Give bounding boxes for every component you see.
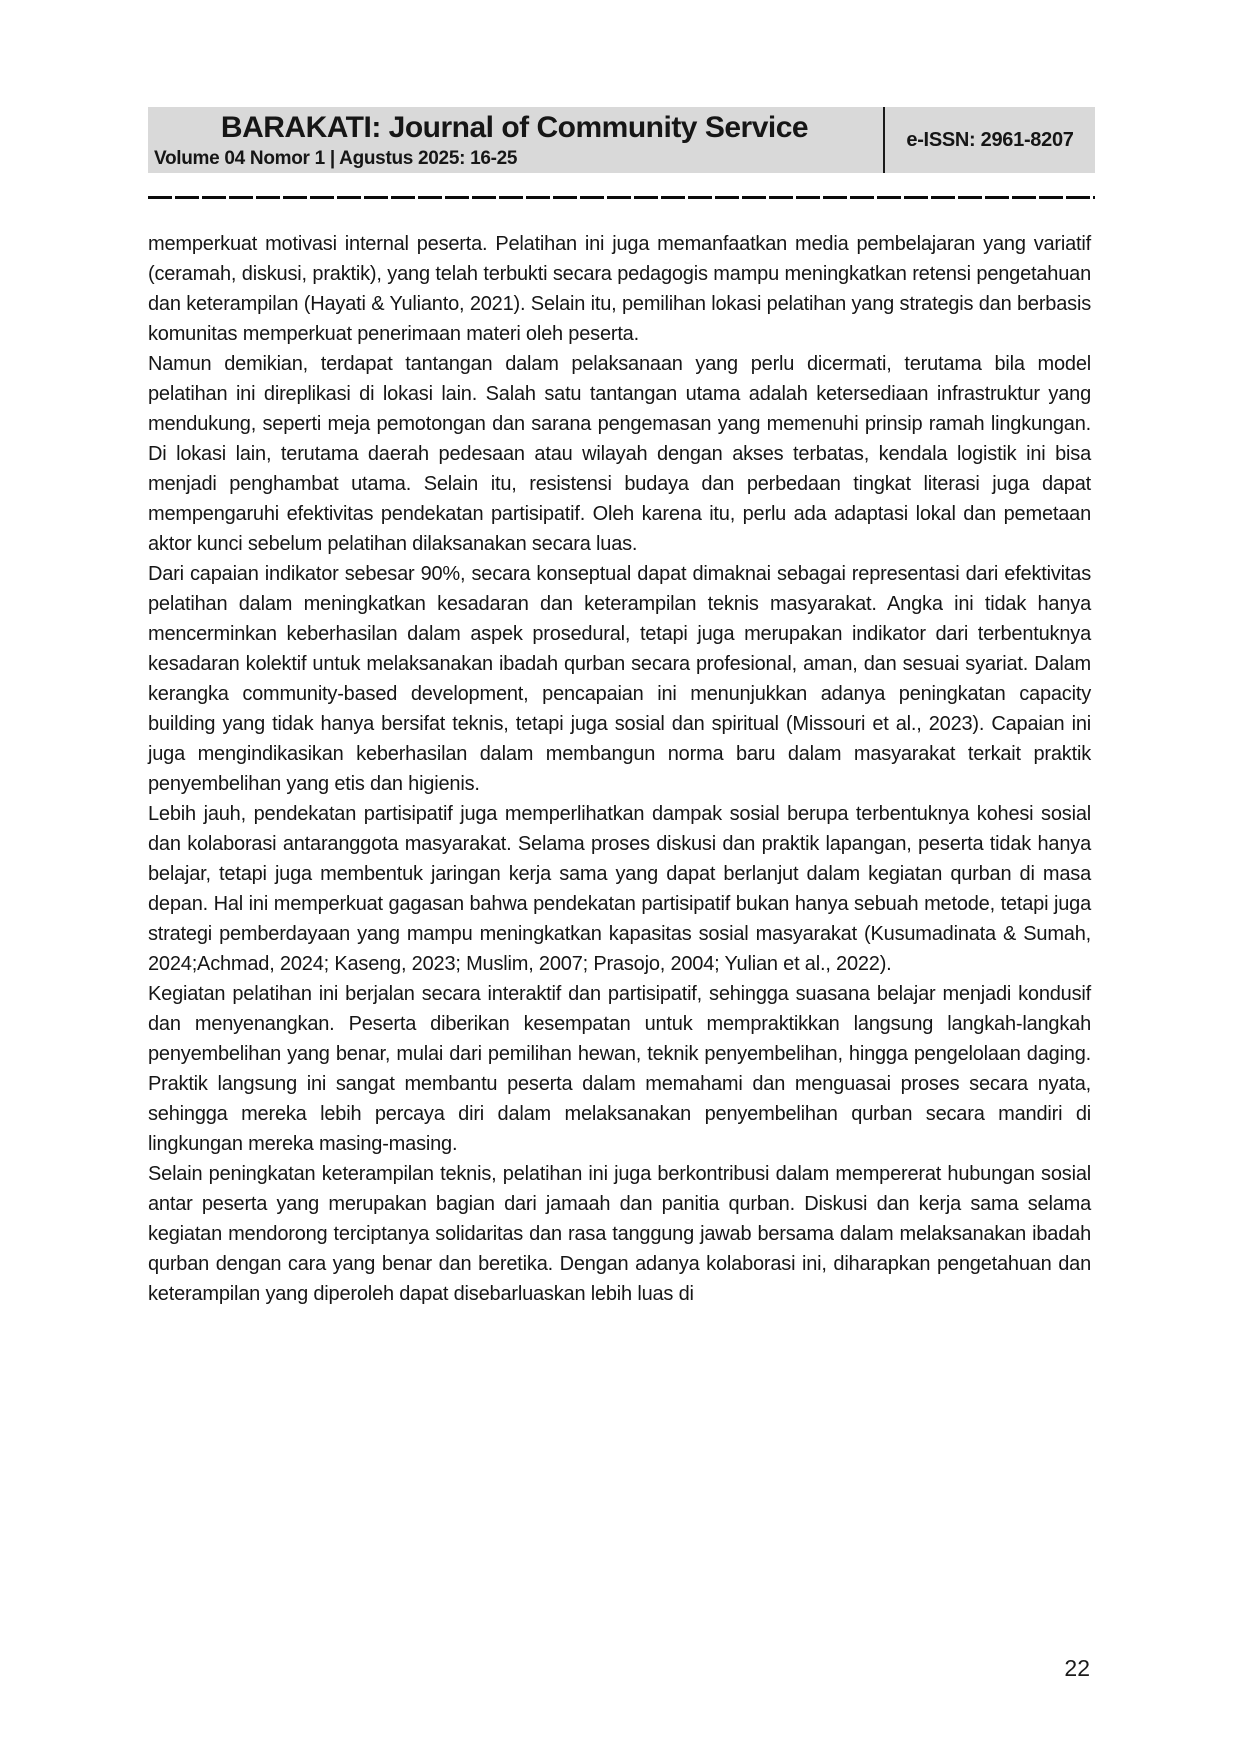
eissn-block: [883, 107, 1095, 173]
paragraph-2: Namun demikian, terdapat tantangan dalam pelaksanaan yang perlu dicermati, terutama bila model pelatihan ini direplikasi di lokasi lain. Salah satu tantangan utama adalah ketersediaan infrastruktur yang mendukung, seperti meja pemotongan dan sarana pengemasan yang memenuhi prinsip ramah lingkungan. Di lokasi lain, terutama daerah pedesaan atau wilayah dengan akses terbatas, kendala logistik ini bisa menjadi penghambat utama. Selain itu, resistensi budaya dan perbedaan tingkat literasi juga dapat mempengaruhi efektivitas pendekatan partisipatif. Oleh karena itu, perlu ada adaptasi lokal dan pemetaan aktor kunci sebelum pelatihan dilaksanakan secara luas.: [148, 353, 1091, 555]
paragraph-1: memperkuat motivasi internal peserta. Pelatihan ini juga memanfaatkan media pembelajaran yang variatif (ceramah, diskusi, praktik), yang telah terbukti secara pedagogis mampu meningkatkan retensi pengetahuan dan keterampilan (Hayati & Yulianto, 2021). Selain itu, pemilihan lokasi pelatihan yang strategis dan berbasis komunitas memperkuat penerimaan materi oleh peserta.: [148, 233, 1091, 345]
eissn-label: e-ISSN: 2961-8207: [906, 128, 1074, 151]
journal-header: [148, 107, 1095, 173]
header-rule: [148, 196, 1095, 199]
article-body: [148, 229, 1091, 1309]
paragraph-5: Kegiatan pelatihan ini berjalan secara interaktif dan partisipatif, sehingga suasana belajar menjadi kondusif dan menyenangkan. Peserta diberikan kesempatan untuk mempraktikkan langsung langkah-langkah penyembelihan yang benar, mulai dari pemilihan hewan, teknik penyembelihan, hingga pengelolaan daging. Praktik langsung ini sangat membantu peserta dalam memahami dan menguasai proses secara nyata, sehingga mereka lebih percaya diri dalam melaksanakan penyembelihan qurban secara mandiri di lingkungan mereka masing-masing.: [148, 983, 1091, 1155]
volume-info: Volume 04 Nomor 1 | Agustus 2025: 16-25: [154, 148, 518, 170]
page-number: 22: [1064, 1655, 1090, 1681]
paragraph-6: Selain peningkatan keterampilan teknis, pelatihan ini juga berkontribusi dalam mempererat hubungan sosial antar peserta yang merupakan bagian dari jamaah dan panitia qurban. Diskusi dan kerja sama selama kegiatan mendorong terciptanya solidaritas dan rasa tanggung jawab bersama dalam melaksanakan ibadah qurban dengan cara yang benar dan beretika. Dengan adanya kolaborasi ini, diharapkan pengetahuan dan keterampilan yang diperoleh dapat disebarluaskan lebih luas di: [148, 1163, 1091, 1305]
journal-title-block: [148, 107, 883, 173]
paragraph-4: Lebih jauh, pendekatan partisipatif juga memperlihatkan dampak sosial berupa terbentuknya kohesi sosial dan kolaborasi antaranggota masyarakat. Selama proses diskusi dan praktik lapangan, peserta tidak hanya belajar, tetapi juga membentuk jaringan kerja sama yang dapat berlanjut dalam kegiatan qurban di masa depan. Hal ini memperkuat gagasan bahwa pendekatan partisipatif bukan hanya sebuah metode, tetapi juga strategi pemberdayaan yang mampu meningkatkan kapasitas sosial masyarakat (Kusumadinata & Sumah, 2024;Achmad, 2024; Kaseng, 2023; Muslim, 2007; Prasojo, 2004; Yulian et al., 2022).: [148, 803, 1091, 975]
paragraph-3: Dari capaian indikator sebesar 90%, secara konseptual dapat dimaknai sebagai representasi dari efektivitas pelatihan dalam meningkatkan kesadaran dan keterampilan teknis masyarakat. Angka ini tidak hanya mencerminkan keberhasilan dalam aspek prosedural, tetapi juga merupakan indikator dari terbentuknya kesadaran kolektif untuk melaksanakan ibadah qurban secara profesional, aman, dan sesuai syariat. Dalam kerangka community-based development, pencapaian ini menunjukkan adanya peningkatan capacity building yang tidak hanya bersifat teknis, tetapi juga sosial dan spiritual (Missouri et al., 2023). Capaian ini juga mengindikasikan keberhasilan dalam membangun norma baru dalam masyarakat terkait praktik penyembelihan yang etis dan higienis.: [148, 563, 1091, 795]
journal-title: BARAKATI: Journal of Community Service: [220, 111, 809, 144]
